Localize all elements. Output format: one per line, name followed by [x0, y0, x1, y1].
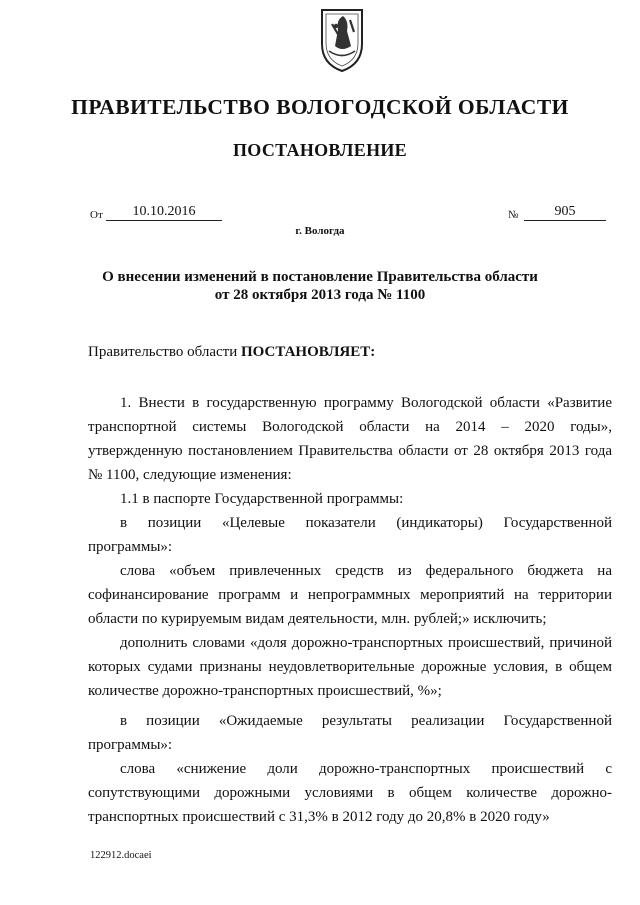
document-number: 905	[524, 204, 606, 221]
number-prefix: №	[508, 209, 519, 221]
document-date: 10.10.2016	[106, 204, 222, 221]
organization-title: ПРАВИТЕЛЬСТВО ВОЛОГОДСКОЙ ОБЛАСТИ	[71, 95, 569, 119]
paragraph-4: слова «объем привлеченных средств из федерального бюджета на софинансирование программ и непрограммных мероприятий на территории области по курируемым видам деятельности, млн. рублей;» исключить;	[88, 563, 612, 627]
intro-text: Правительство области	[88, 344, 241, 360]
date-prefix: От	[90, 209, 103, 221]
document-type: ПОСТАНОВЛЕНИЕ	[233, 140, 407, 160]
paragraph-3: в позиции «Целевые показатели (индикаторы) Государственной программы»:	[88, 515, 612, 555]
coat-of-arms-icon	[318, 6, 366, 74]
file-reference: 122912.docaei	[90, 850, 152, 861]
paragraph-7: слова «снижение доли дорожно-транспортных происшествий с сопутствующими дорожными условиями в общем количестве дорожно-транспортных происшествий с 31,3% в 2012 году до 20,8% в 2020 году»	[88, 761, 612, 825]
document-title	[100, 268, 540, 304]
title-line-1: О внесении изменений в постановление Правительства области	[102, 269, 538, 285]
paragraph-2: 1.1 в паспорте Государственной программы:	[120, 491, 404, 507]
paragraph-1: 1. Внести в государственную программу Вологодской области «Развитие транспортной системы Вологодской области на 2014 – 2020 годы», утвержденную постановлением Правительства области от 28 октября 2013 года № 1100, следующие изменения:	[88, 395, 612, 483]
title-line-2: от 28 октября 2013 года № 1100	[214, 287, 426, 303]
city: г. Вологда	[295, 225, 345, 237]
paragraph-5: дополнить словами «доля дорожно-транспортных происшествий, причиной которых судами признаны неудовлетворительные дорожные условия, в общем количестве дорожно-транспортных происшествий, %»;	[88, 635, 612, 699]
paragraph-6: в позиции «Ожидаемые результаты реализации Государственной программы»:	[88, 713, 612, 753]
intro-colon: :	[370, 344, 376, 360]
intro-bold: ПОСТАНОВЛЯЕТ	[240, 344, 371, 360]
intro-paragraph	[88, 340, 612, 364]
